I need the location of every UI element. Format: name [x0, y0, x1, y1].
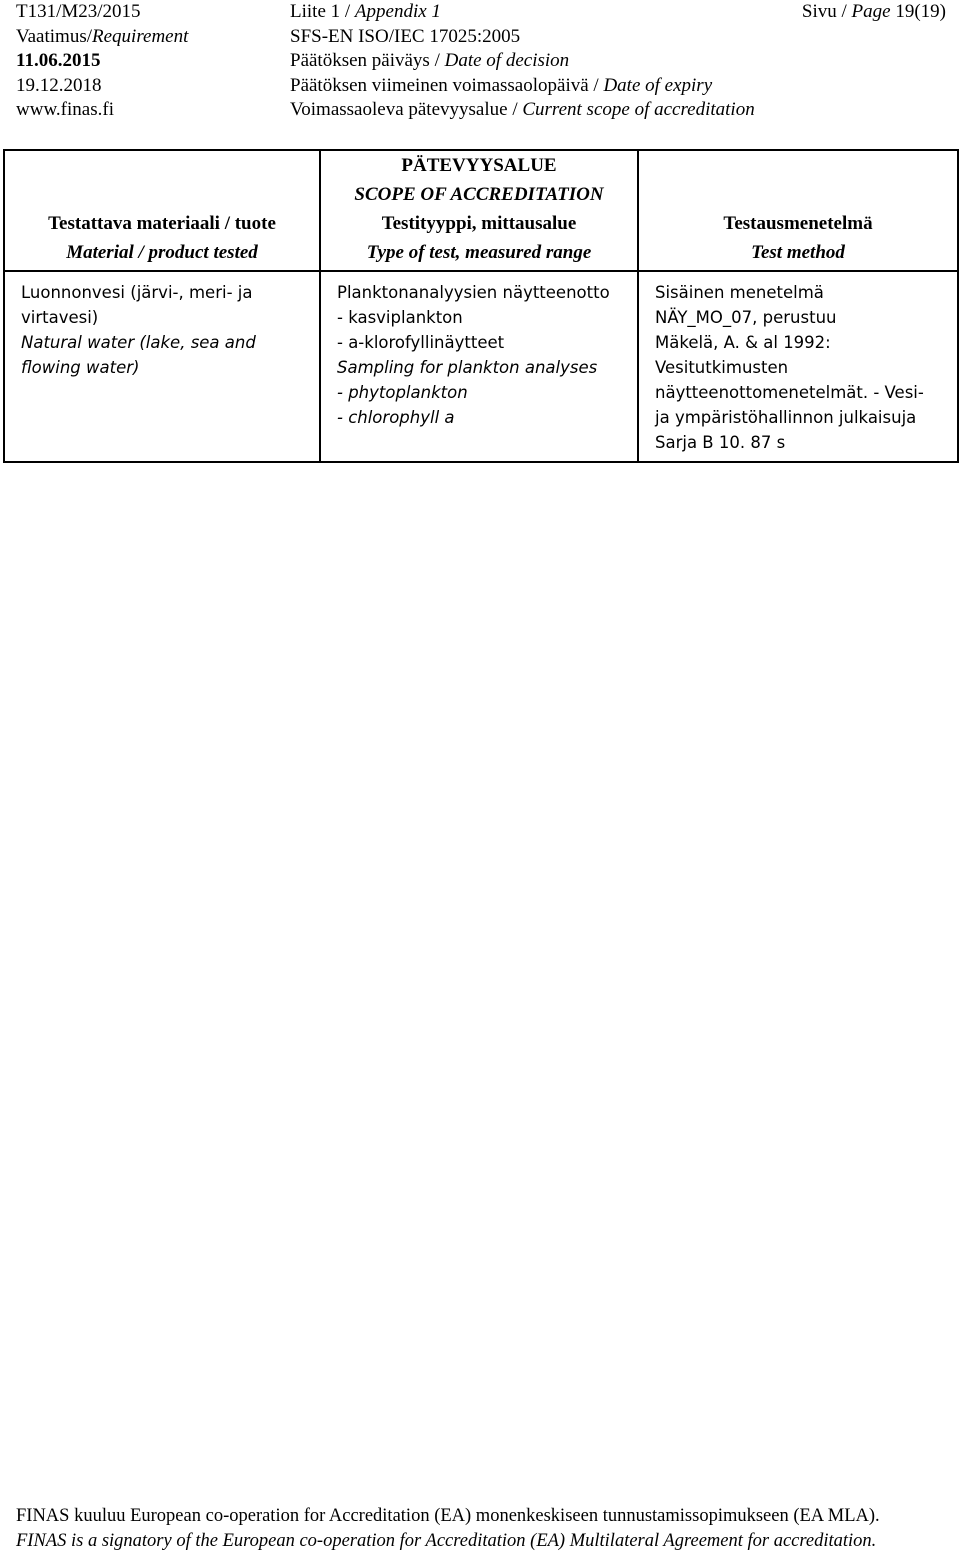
page-number: Sivu / Page 19(19) [801, 1, 946, 22]
header-row-4 [16, 74, 946, 99]
decision-date: 11.06.2015 [16, 50, 101, 72]
scope-title: PÄTEVYYSALUE [401, 155, 557, 176]
test-method-cell: Sisäinen menetelmä NÄY_MO_07, perustuu Mäkelä, A. & al 1992: Vesitutkimusten näytteenottomenetelmät. - Vesi- ja ympäristöhallinnon julkaisuja Sarja B 10. 87 s [638, 271, 958, 462]
material-cell: Luonnonvesi (järvi-, meri- ja virtavesi) Natural water (lake, sea and flowing water) [4, 271, 320, 462]
header-row-5 [16, 98, 946, 123]
expiry-date: 19.12.2018 [16, 74, 102, 96]
header-row-2 [16, 25, 946, 50]
scope-table [3, 149, 959, 463]
standard-name: SFS-EN ISO/IEC 17025:2005 [290, 25, 521, 47]
footer-text-fi: FINAS kuuluu European co-operation for Accreditation (EA) monenkeskiseen tunnustamissopimukseen (EA MLA). [16, 1506, 880, 1526]
requirement-label: Vaatimus/Requirement [16, 25, 189, 47]
footer-text-en: FINAS is a signatory of the European co-operation for Accreditation (EA) Multilateral Agreement for accreditation. [16, 1531, 877, 1551]
table-row [4, 271, 958, 462]
decision-date-label: Päätöksen päiväys / Date of decision [290, 50, 570, 72]
scope-title-en: SCOPE OF ACCREDITATION [354, 184, 604, 205]
document-code: T131/M23/2015 [16, 1, 141, 22]
column-header-test: PÄTEVYYSALUE SCOPE OF ACCREDITATION Testityyppi, mittausalue Type of test, measured range [320, 150, 638, 271]
appendix-label: Liite 1 / Appendix 1 [290, 1, 441, 22]
document-header [16, 0, 946, 123]
header-row-1 [16, 0, 946, 25]
document-footer [16, 1504, 946, 1554]
expiry-date-label: Päätöksen viimeinen voimassaolopäivä / Date of expiry [290, 74, 713, 96]
table-header-row [4, 150, 958, 271]
column-header-method: Testausmenetelmä Test method [638, 150, 958, 271]
header-row-3 [16, 49, 946, 74]
column-header-material: Testattava materiaali / tuote Material / product tested [4, 150, 320, 271]
test-type-cell: Planktonanalyysien näytteenotto - kasviplankton - a-klorofyllinäytteet Sampling for plankton analyses - phytoplankton - chlorophyll a [320, 271, 638, 462]
website-link[interactable]: www.finas.fi [16, 99, 114, 121]
scope-label: Voimassaoleva pätevyysalue / Current scope of accreditation [290, 99, 755, 121]
